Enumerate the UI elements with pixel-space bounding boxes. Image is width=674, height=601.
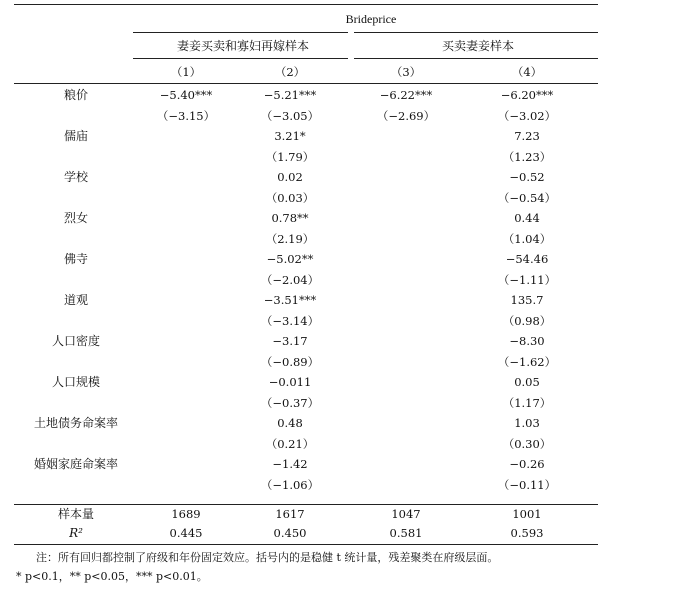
coefficient-cell: 0.48 [277, 416, 303, 430]
t-statistic-cell: （−0.89） [260, 355, 320, 369]
t-statistic-cell: （−3.02） [497, 109, 557, 123]
t-statistic-cell: （−1.06） [260, 478, 320, 492]
coefficient-cell: −54.46 [505, 252, 549, 266]
row-label: 烈女 [63, 211, 89, 225]
coefficient-cell: 3.21* [274, 129, 306, 143]
coefficient-cell: −5.02** [266, 252, 314, 266]
row-label: 人口密度 [51, 334, 101, 348]
group-rule-right [354, 32, 598, 33]
coefficient-cell: 135.7 [510, 293, 544, 307]
coefficient-cell: −0.26 [509, 457, 545, 471]
t-statistic-cell: （1.04） [502, 232, 552, 246]
sample-size-col4: 1001 [512, 507, 542, 521]
coefficient-cell: 0.44 [514, 211, 540, 225]
coefficient-cell: −0.011 [268, 375, 312, 389]
significance-note: * p<0.1，** p<0.05，*** p<0.01。 [16, 570, 208, 583]
coefficient-cell: −8.30 [509, 334, 545, 348]
sample-size-label: 样本量 [57, 507, 95, 521]
colnum-rule-right [354, 58, 598, 59]
coefficient-cell: −3.51*** [263, 293, 317, 307]
t-statistic-cell: （0.98） [502, 314, 552, 328]
coefficient-cell: 0.05 [514, 375, 540, 389]
group-rule-left [133, 32, 348, 33]
row-label: 学校 [63, 170, 89, 184]
header-bottom-rule [14, 83, 598, 84]
sample-size-col3: 1047 [391, 507, 421, 521]
r-squared-col2: 0.450 [273, 526, 307, 540]
r-squared-col3: 0.581 [389, 526, 423, 540]
t-statistic-cell: （1.79） [265, 150, 315, 164]
r-squared-col1: 0.445 [169, 526, 203, 540]
t-statistic-cell: （−1.62） [497, 355, 557, 369]
stats-top-rule [14, 504, 598, 505]
table-note: 注：所有回归都控制了府级和年份固定效应。括号内的是稳健 t 统计量，残差聚类在府级层面。 [36, 551, 499, 564]
row-label: 儒庙 [63, 129, 89, 143]
coefficient-cell: 0.02 [277, 170, 303, 184]
group-header-left: 妻妾买卖和寡妇再嫁样本 [176, 39, 310, 53]
row-label: 婚姻家庭命案率 [33, 457, 119, 471]
t-statistic-cell: （−2.69） [376, 109, 436, 123]
t-statistic-cell: （−3.14） [260, 314, 320, 328]
t-statistic-cell: （−0.54） [497, 191, 557, 205]
row-label: 人口规模 [51, 375, 101, 389]
group-header-right: 买卖妻妾样本 [441, 39, 515, 53]
t-statistic-cell: （1.17） [502, 396, 552, 410]
column-number-4: （4） [511, 65, 543, 79]
r-squared-col4: 0.593 [510, 526, 544, 540]
row-label: 土地债务命案率 [33, 416, 119, 430]
t-statistic-cell: （1.23） [502, 150, 552, 164]
sample-size-col1: 1689 [171, 507, 201, 521]
coefficient-cell: −1.42 [272, 457, 308, 471]
coefficient-cell: −6.20*** [500, 88, 554, 102]
t-statistic-cell: （−3.15） [156, 109, 216, 123]
t-statistic-cell: （−3.05） [260, 109, 320, 123]
dependent-variable-header: Brideprice [345, 12, 397, 26]
t-statistic-cell: （−1.11） [497, 273, 557, 287]
coefficient-cell: −0.52 [509, 170, 545, 184]
coefficient-cell: −5.40*** [159, 88, 213, 102]
colnum-rule-left [133, 58, 348, 59]
column-number-2: （2） [274, 65, 306, 79]
column-number-3: （3） [390, 65, 422, 79]
top-rule [14, 4, 598, 5]
coefficient-cell: 7.23 [514, 129, 540, 143]
row-label: 佛寺 [63, 252, 89, 266]
t-statistic-cell: （−0.37） [260, 396, 320, 410]
column-number-1: （1） [170, 65, 202, 79]
coefficient-cell: −6.22*** [379, 88, 433, 102]
t-statistic-cell: （0.03） [265, 191, 315, 205]
coefficient-cell: 0.78** [271, 211, 309, 225]
t-statistic-cell: （2.19） [265, 232, 315, 246]
sample-size-col2: 1617 [275, 507, 305, 521]
t-statistic-cell: （−2.04） [260, 273, 320, 287]
coefficient-cell: −5.21*** [263, 88, 317, 102]
t-statistic-cell: （0.30） [502, 437, 552, 451]
t-statistic-cell: （0.21） [265, 437, 315, 451]
row-label: 粮价 [63, 88, 89, 102]
row-label: 道观 [63, 293, 89, 307]
r-squared-label: R² [69, 526, 83, 540]
t-statistic-cell: （−0.11） [497, 478, 557, 492]
bottom-rule [14, 544, 598, 545]
coefficient-cell: 1.03 [514, 416, 540, 430]
coefficient-cell: −3.17 [272, 334, 308, 348]
